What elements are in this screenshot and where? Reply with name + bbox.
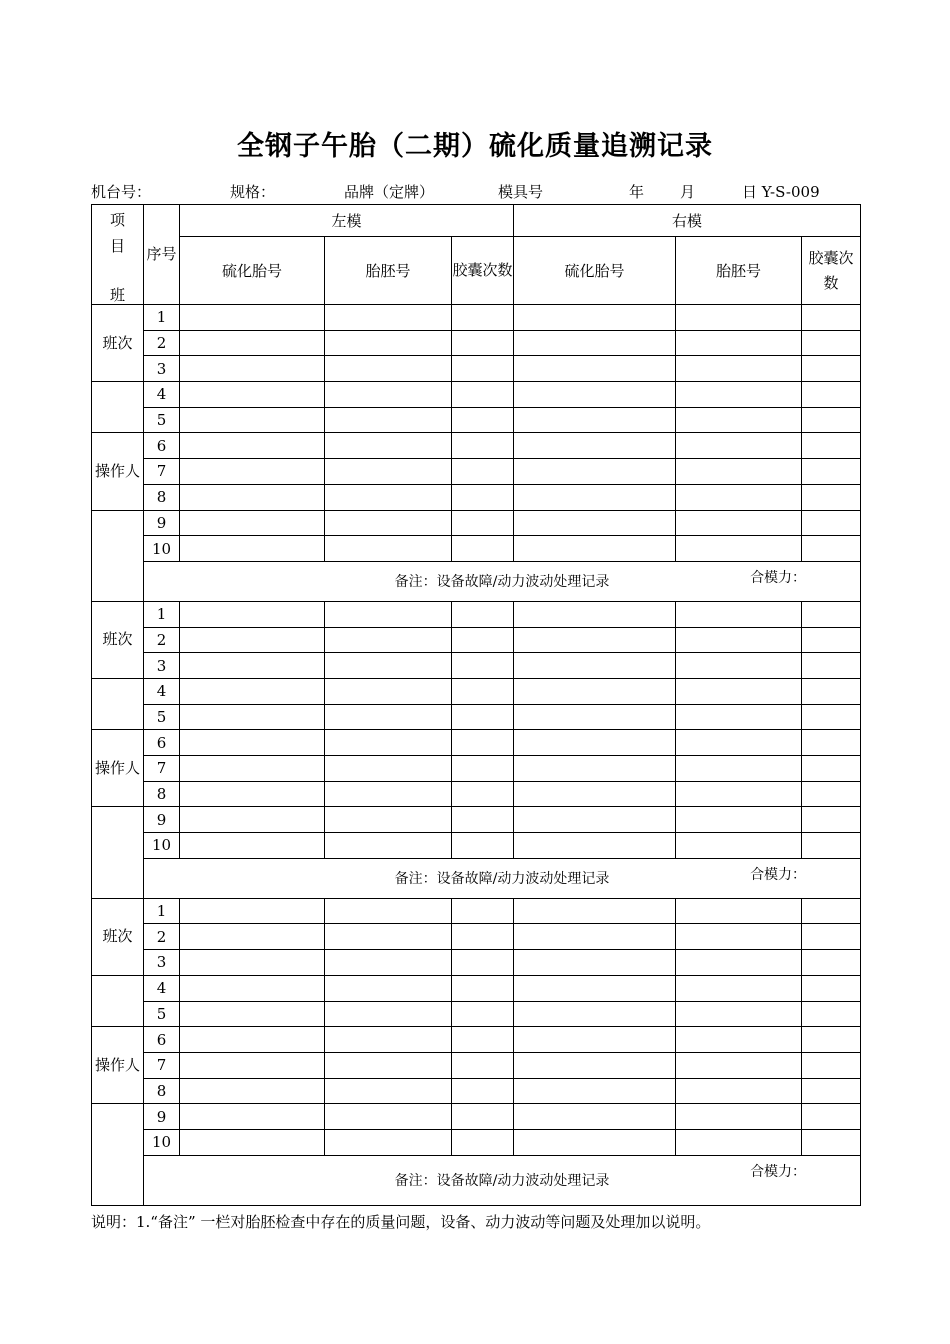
entry-cell[interactable] <box>676 1052 802 1078</box>
entry-cell[interactable] <box>676 975 802 1001</box>
corner-cell: 项 目 班 <box>92 205 144 305</box>
row-number: 9 <box>144 510 180 536</box>
entry-cell[interactable] <box>180 704 325 730</box>
row-number: 5 <box>144 407 180 433</box>
entry-cell[interactable] <box>452 601 514 627</box>
entry-cell[interactable] <box>514 627 676 653</box>
clamp-force-label: 合模力： <box>750 866 807 883</box>
entry-cell[interactable] <box>452 627 514 653</box>
entry-cell[interactable] <box>676 330 802 356</box>
entry-cell[interactable] <box>514 781 676 807</box>
table-row <box>92 407 861 433</box>
clamp-force-label: 合模力： <box>750 569 807 586</box>
entry-cell[interactable] <box>452 305 514 331</box>
right-mold-header: 右模 <box>514 205 861 237</box>
entry-cell[interactable] <box>514 1078 676 1104</box>
entry-cell[interactable] <box>325 924 452 950</box>
entry-cell[interactable] <box>514 898 676 924</box>
table-row <box>92 459 861 485</box>
row-number: 3 <box>144 653 180 679</box>
note-label: 备注：设备故障/动力波动处理记录 <box>394 574 610 591</box>
entry-cell[interactable] <box>180 1104 325 1130</box>
entry-cell[interactable] <box>676 382 802 408</box>
row-number: 3 <box>144 356 180 382</box>
entry-cell[interactable] <box>802 1001 861 1027</box>
entry-cell[interactable] <box>802 975 861 1001</box>
entry-cell[interactable] <box>514 510 676 536</box>
entry-cell[interactable] <box>452 898 514 924</box>
entry-cell[interactable] <box>802 305 861 331</box>
entry-cell[interactable] <box>325 330 452 356</box>
entry-cell[interactable] <box>180 898 325 924</box>
table-row <box>92 1104 861 1130</box>
entry-cell[interactable] <box>676 756 802 782</box>
entry-cell[interactable] <box>325 975 452 1001</box>
entry-cell[interactable] <box>452 510 514 536</box>
entry-cell[interactable] <box>180 678 325 704</box>
table-row <box>92 975 861 1001</box>
row-number: 8 <box>144 484 180 510</box>
entry-cell[interactable] <box>514 356 676 382</box>
right-green-no-header: 胎胚号 <box>676 237 802 305</box>
table-row <box>92 653 861 679</box>
entry-cell[interactable] <box>802 730 861 756</box>
row-number: 10 <box>144 536 180 562</box>
entry-cell[interactable] <box>180 433 325 459</box>
entry-cell[interactable] <box>325 510 452 536</box>
entry-cell[interactable] <box>514 1104 676 1130</box>
shift-value-cell[interactable] <box>92 975 144 1026</box>
entry-cell[interactable] <box>452 1052 514 1078</box>
trace-record-table <box>91 204 861 1206</box>
entry-cell[interactable] <box>452 678 514 704</box>
table-row <box>92 305 861 331</box>
entry-cell[interactable] <box>325 1078 452 1104</box>
entry-cell[interactable] <box>180 382 325 408</box>
row-number: 6 <box>144 433 180 459</box>
entry-cell[interactable] <box>514 484 676 510</box>
entry-cell[interactable] <box>676 1027 802 1053</box>
entry-cell[interactable] <box>452 484 514 510</box>
footnote: 说明：1.“备注” 一栏对胎胚检查中存在的质量问题，设备、动力波动等问题及处理加以说明。 <box>91 1213 711 1231</box>
brand-label: 品牌（定牌） <box>344 183 435 201</box>
entry-cell[interactable] <box>514 601 676 627</box>
clamp-force-label: 合模力： <box>750 1163 807 1180</box>
machine-no-label: 机台号： <box>91 183 152 201</box>
entry-cell[interactable] <box>676 653 802 679</box>
entry-cell[interactable] <box>802 1129 861 1155</box>
entry-cell[interactable] <box>802 833 861 859</box>
entry-cell[interactable] <box>676 1001 802 1027</box>
entry-cell[interactable] <box>676 781 802 807</box>
note-row <box>92 858 861 898</box>
table-row <box>92 330 861 356</box>
row-number: 6 <box>144 1027 180 1053</box>
entry-cell[interactable] <box>802 704 861 730</box>
header-fields <box>0 181 950 201</box>
entry-cell[interactable] <box>325 833 452 859</box>
entry-cell[interactable] <box>452 330 514 356</box>
table-row <box>92 601 861 627</box>
note-cell[interactable] <box>144 1155 861 1205</box>
entry-cell[interactable] <box>180 1129 325 1155</box>
month-label: 月 <box>680 183 696 201</box>
entry-cell[interactable] <box>676 1104 802 1130</box>
mold-no-label: 模具号 <box>498 183 544 201</box>
shift-label: 班次 <box>92 305 144 382</box>
operator-value-cell[interactable] <box>92 510 144 601</box>
operator-value-cell[interactable] <box>92 1104 144 1205</box>
row-number: 9 <box>144 1104 180 1130</box>
entry-cell[interactable] <box>452 382 514 408</box>
entry-cell[interactable] <box>676 950 802 976</box>
entry-cell[interactable] <box>676 356 802 382</box>
entry-cell[interactable] <box>180 356 325 382</box>
entry-cell[interactable] <box>325 356 452 382</box>
entry-cell[interactable] <box>514 1001 676 1027</box>
entry-cell[interactable] <box>452 1129 514 1155</box>
entry-cell[interactable] <box>676 510 802 536</box>
entry-cell[interactable] <box>676 484 802 510</box>
entry-cell[interactable] <box>676 536 802 562</box>
entry-cell[interactable] <box>180 730 325 756</box>
note-row <box>92 1155 861 1205</box>
entry-cell[interactable] <box>452 433 514 459</box>
entry-cell[interactable] <box>180 756 325 782</box>
row-number: 7 <box>144 459 180 485</box>
entry-cell[interactable] <box>514 536 676 562</box>
table-row <box>92 704 861 730</box>
entry-cell[interactable] <box>802 781 861 807</box>
entry-cell[interactable] <box>452 536 514 562</box>
entry-cell[interactable] <box>514 305 676 331</box>
row-number: 10 <box>144 833 180 859</box>
right-bladder-header: 胶囊次数 <box>802 237 861 305</box>
entry-cell[interactable] <box>802 1104 861 1130</box>
entry-cell[interactable] <box>802 484 861 510</box>
shift-label: 班次 <box>92 601 144 678</box>
entry-cell[interactable] <box>802 407 861 433</box>
entry-cell[interactable] <box>180 484 325 510</box>
right-cure-no-header: 硫化胎号 <box>514 237 676 305</box>
entry-cell[interactable] <box>514 730 676 756</box>
entry-cell[interactable] <box>802 1078 861 1104</box>
entry-cell[interactable] <box>180 1001 325 1027</box>
entry-cell[interactable] <box>452 407 514 433</box>
entry-cell[interactable] <box>325 601 452 627</box>
entry-cell[interactable] <box>676 678 802 704</box>
entry-cell[interactable] <box>514 756 676 782</box>
entry-cell[interactable] <box>325 627 452 653</box>
entry-cell[interactable] <box>180 459 325 485</box>
entry-cell[interactable] <box>452 459 514 485</box>
entry-cell[interactable] <box>676 1129 802 1155</box>
entry-cell[interactable] <box>180 781 325 807</box>
seq-header: 序号 <box>144 205 180 305</box>
entry-cell[interactable] <box>676 1078 802 1104</box>
row-number: 8 <box>144 781 180 807</box>
entry-cell[interactable] <box>514 833 676 859</box>
entry-cell[interactable] <box>325 484 452 510</box>
entry-cell[interactable] <box>180 510 325 536</box>
row-number: 4 <box>144 975 180 1001</box>
entry-cell[interactable] <box>514 975 676 1001</box>
table-row <box>92 536 861 562</box>
table-row <box>92 950 861 976</box>
entry-cell[interactable] <box>180 975 325 1001</box>
year-label: 年 <box>629 183 645 201</box>
entry-cell[interactable] <box>802 807 861 833</box>
operator-value-cell[interactable] <box>92 807 144 898</box>
entry-cell[interactable] <box>802 382 861 408</box>
entry-cell[interactable] <box>180 807 325 833</box>
shift-label: 班次 <box>92 898 144 975</box>
entry-cell[interactable] <box>514 924 676 950</box>
note-label: 备注：设备故障/动力波动处理记录 <box>394 871 610 888</box>
row-number: 7 <box>144 756 180 782</box>
entry-cell[interactable] <box>452 1001 514 1027</box>
entry-cell[interactable] <box>676 459 802 485</box>
entry-cell[interactable] <box>325 807 452 833</box>
left-cure-no-header: 硫化胎号 <box>180 237 325 305</box>
entry-cell[interactable] <box>676 407 802 433</box>
entry-cell[interactable] <box>802 330 861 356</box>
entry-cell[interactable] <box>325 459 452 485</box>
entry-cell[interactable] <box>325 781 452 807</box>
entry-cell[interactable] <box>325 1052 452 1078</box>
left-green-no-header: 胎胚号 <box>325 237 452 305</box>
entry-cell[interactable] <box>452 756 514 782</box>
entry-cell[interactable] <box>802 627 861 653</box>
note-cell[interactable] <box>144 858 861 898</box>
entry-cell[interactable] <box>180 601 325 627</box>
entry-cell[interactable] <box>452 975 514 1001</box>
spec-label: 规格： <box>230 183 276 201</box>
table-row <box>92 382 861 408</box>
entry-cell[interactable] <box>676 924 802 950</box>
table-row <box>92 433 861 459</box>
entry-cell[interactable] <box>676 807 802 833</box>
entry-cell[interactable] <box>325 730 452 756</box>
entry-cell[interactable] <box>802 898 861 924</box>
table-row <box>92 898 861 924</box>
entry-cell[interactable] <box>180 536 325 562</box>
entry-cell[interactable] <box>452 950 514 976</box>
entry-cell[interactable] <box>514 382 676 408</box>
entry-cell[interactable] <box>180 1078 325 1104</box>
note-cell[interactable] <box>144 561 861 601</box>
row-number: 3 <box>144 950 180 976</box>
entry-cell[interactable] <box>325 898 452 924</box>
entry-cell[interactable] <box>676 898 802 924</box>
entry-cell[interactable] <box>676 704 802 730</box>
table-row <box>92 1027 861 1053</box>
entry-cell[interactable] <box>514 1129 676 1155</box>
entry-cell[interactable] <box>802 356 861 382</box>
entry-cell[interactable] <box>452 653 514 679</box>
table-row <box>92 833 861 859</box>
entry-cell[interactable] <box>676 730 802 756</box>
entry-cell[interactable] <box>802 950 861 976</box>
entry-cell[interactable] <box>802 601 861 627</box>
row-number: 4 <box>144 678 180 704</box>
entry-cell[interactable] <box>514 678 676 704</box>
row-number: 9 <box>144 807 180 833</box>
entry-cell[interactable] <box>452 704 514 730</box>
entry-cell[interactable] <box>676 627 802 653</box>
entry-cell[interactable] <box>325 1001 452 1027</box>
entry-cell[interactable] <box>180 833 325 859</box>
entry-cell[interactable] <box>180 305 325 331</box>
table-row <box>92 756 861 782</box>
table-row <box>92 730 861 756</box>
row-number: 4 <box>144 382 180 408</box>
entry-cell[interactable] <box>452 730 514 756</box>
table-row <box>92 807 861 833</box>
operator-label: 操作人 <box>92 433 144 510</box>
table-row <box>92 924 861 950</box>
entry-cell[interactable] <box>802 536 861 562</box>
entry-cell[interactable] <box>514 459 676 485</box>
entry-cell[interactable] <box>325 305 452 331</box>
entry-cell[interactable] <box>514 407 676 433</box>
entry-cell[interactable] <box>452 924 514 950</box>
note-row <box>92 561 861 601</box>
entry-cell[interactable] <box>180 1027 325 1053</box>
entry-cell[interactable] <box>802 924 861 950</box>
entry-cell[interactable] <box>180 950 325 976</box>
entry-cell[interactable] <box>802 756 861 782</box>
table-row <box>92 484 861 510</box>
left-mold-header: 左模 <box>180 205 514 237</box>
entry-cell[interactable] <box>452 1104 514 1130</box>
entry-cell[interactable] <box>514 1052 676 1078</box>
entry-cell[interactable] <box>514 330 676 356</box>
row-number: 6 <box>144 730 180 756</box>
day-code-label: 日 Y-S-009 <box>742 183 820 201</box>
entry-cell[interactable] <box>452 1078 514 1104</box>
entry-cell[interactable] <box>325 433 452 459</box>
entry-cell[interactable] <box>325 536 452 562</box>
entry-cell[interactable] <box>325 407 452 433</box>
row-number: 1 <box>144 305 180 331</box>
entry-cell[interactable] <box>676 433 802 459</box>
entry-cell[interactable] <box>325 1129 452 1155</box>
entry-cell[interactable] <box>325 704 452 730</box>
entry-cell[interactable] <box>180 627 325 653</box>
entry-cell[interactable] <box>514 653 676 679</box>
row-number: 5 <box>144 1001 180 1027</box>
entry-cell[interactable] <box>802 1052 861 1078</box>
entry-cell[interactable] <box>802 459 861 485</box>
row-number: 1 <box>144 601 180 627</box>
entry-cell[interactable] <box>180 1052 325 1078</box>
entry-cell[interactable] <box>325 950 452 976</box>
entry-cell[interactable] <box>676 601 802 627</box>
table-row <box>92 1078 861 1104</box>
row-number: 2 <box>144 330 180 356</box>
table-row <box>92 1052 861 1078</box>
table-row <box>92 1001 861 1027</box>
row-number: 10 <box>144 1129 180 1155</box>
left-bladder-header: 胶囊次数 <box>452 237 514 305</box>
entry-cell[interactable] <box>325 653 452 679</box>
row-number: 2 <box>144 924 180 950</box>
row-number: 8 <box>144 1078 180 1104</box>
table-row <box>92 678 861 704</box>
entry-cell[interactable] <box>325 1027 452 1053</box>
row-number: 1 <box>144 898 180 924</box>
entry-cell[interactable] <box>802 1027 861 1053</box>
entry-cell[interactable] <box>676 305 802 331</box>
shift-value-cell[interactable] <box>92 678 144 729</box>
operator-label: 操作人 <box>92 730 144 807</box>
entry-cell[interactable] <box>452 356 514 382</box>
entry-cell[interactable] <box>452 807 514 833</box>
page-title: 全钢子午胎（二期）硫化质量追溯记录 <box>237 131 713 162</box>
entry-cell[interactable] <box>452 1027 514 1053</box>
entry-cell[interactable] <box>514 950 676 976</box>
entry-cell[interactable] <box>180 407 325 433</box>
entry-cell[interactable] <box>802 678 861 704</box>
table-row <box>92 510 861 536</box>
note-label: 备注：设备故障/动力波动处理记录 <box>394 1173 610 1190</box>
entry-cell[interactable] <box>676 833 802 859</box>
shift-value-cell[interactable] <box>92 382 144 433</box>
table-row <box>92 356 861 382</box>
row-number: 2 <box>144 627 180 653</box>
entry-cell[interactable] <box>452 781 514 807</box>
entry-cell[interactable] <box>180 924 325 950</box>
entry-cell[interactable] <box>180 653 325 679</box>
entry-cell[interactable] <box>514 433 676 459</box>
entry-cell[interactable] <box>325 678 452 704</box>
entry-cell[interactable] <box>325 756 452 782</box>
entry-cell[interactable] <box>452 833 514 859</box>
entry-cell[interactable] <box>514 704 676 730</box>
entry-cell[interactable] <box>802 653 861 679</box>
row-number: 5 <box>144 704 180 730</box>
table-row <box>92 1129 861 1155</box>
table-row <box>92 781 861 807</box>
entry-cell[interactable] <box>802 433 861 459</box>
entry-cell[interactable] <box>325 382 452 408</box>
table-row <box>92 627 861 653</box>
entry-cell[interactable] <box>325 1104 452 1130</box>
entry-cell[interactable] <box>514 807 676 833</box>
entry-cell[interactable] <box>180 330 325 356</box>
operator-label: 操作人 <box>92 1027 144 1104</box>
entry-cell[interactable] <box>802 510 861 536</box>
row-number: 7 <box>144 1052 180 1078</box>
entry-cell[interactable] <box>514 1027 676 1053</box>
